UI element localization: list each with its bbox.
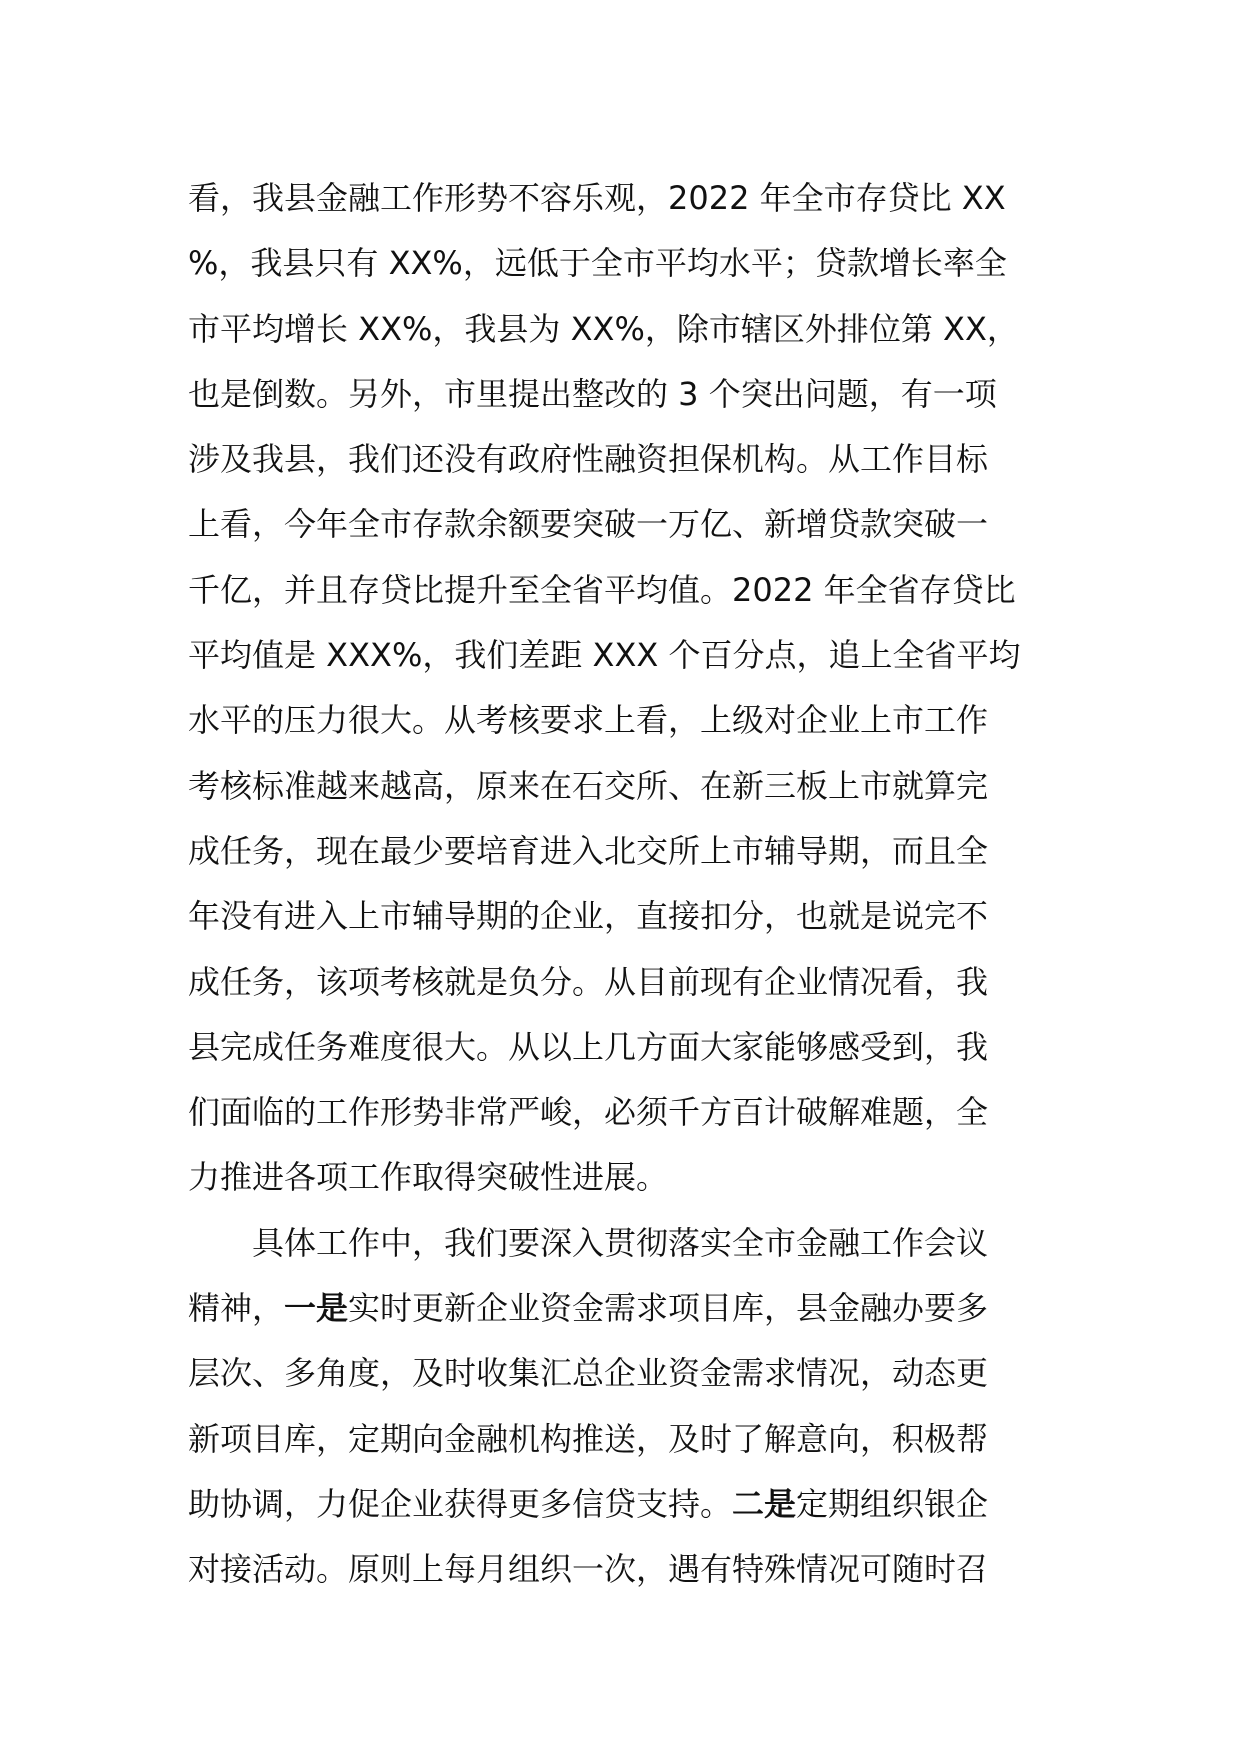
text-segment: 精神， (188, 1289, 285, 1328)
text-line: 对接活动。原则上每月组织一次，遇有特殊情况可随时召 (188, 1550, 989, 1589)
text-segment: 定期组织银企 (796, 1484, 989, 1523)
text-line: 层次、多角度，及时收集汇总企业资金需求情况，动态更 (188, 1354, 989, 1393)
text-line: 千亿，并且存贷比提升至全省平均值。2022 年全省存贷比 (188, 570, 1016, 609)
text-line: 市平均增长 XX%，我县为 XX%，除市辖区外排位第 XX， (188, 309, 1019, 348)
text-line-mixed (188, 1276, 1068, 1341)
text-line: 力推进各项工作取得突破性进展。 (188, 1158, 669, 1197)
body-text (188, 166, 1068, 1603)
text-line: 涉及我县，我们还没有政府性融资担保机构。从工作目标 (188, 440, 989, 479)
text-line: 成任务，现在最少要培育进入北交所上市辅导期，而且全 (188, 831, 989, 870)
text-segment: 实时更新企业资金需求项目库，县金融办要多 (348, 1289, 989, 1328)
text-line: 成任务，该项考核就是负分。从目前现有企业情况看，我 (188, 962, 989, 1001)
text-line-mixed (188, 1472, 1068, 1537)
bold-marker-second: 二是 (732, 1484, 797, 1523)
text-line: 水平的压力很大。从考核要求上看，上级对企业上市工作 (188, 701, 989, 740)
text-line: 上看，今年全市存款余额要突破一万亿、新增贷款突破一 (188, 505, 989, 544)
text-line: 平均值是 XXX%，我们差距 XXX 个百分点，追上全省平均 (188, 636, 1021, 675)
text-line: 年没有进入上市辅导期的企业，直接扣分，也就是说完不 (188, 897, 989, 936)
bold-marker-first: 一是 (284, 1289, 349, 1328)
text-line-indented: 具体工作中，我们要深入贯彻落实全市金融工作会议 (252, 1223, 989, 1262)
text-segment: 助协调，力促企业获得更多信贷支持。 (188, 1484, 733, 1523)
text-line: %，我县只有 XX%，远低于全市平均水平；贷款增长率全 (188, 244, 1007, 283)
text-line: 们面临的工作形势非常严峻，必须千方百计破解难题，全 (188, 1093, 989, 1132)
text-line: 看，我县金融工作形势不容乐观，2022 年全市存贷比 XX (188, 179, 1006, 217)
text-line: 考核标准越来越高，原来在石交所、在新三板上市就算完 (188, 766, 989, 805)
text-line: 县完成任务难度很大。从以上几方面大家能够感受到，我 (188, 1027, 989, 1066)
text-line: 新项目库，定期向金融机构推送，及时了解意向，积极帮 (188, 1419, 989, 1458)
text-line: 也是倒数。另外，市里提出整改的 3 个突出问题，有一项 (188, 374, 997, 413)
